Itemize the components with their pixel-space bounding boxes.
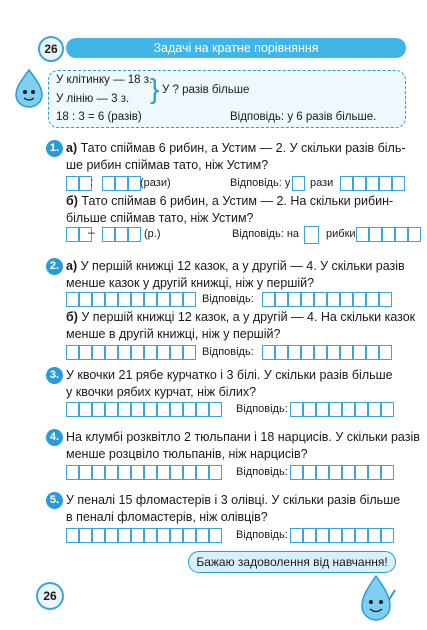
answer-cell[interactable] <box>355 528 368 543</box>
task-1b-label: б) <box>66 194 78 208</box>
answer-cell[interactable] <box>209 528 222 543</box>
answer-cell[interactable] <box>366 292 379 307</box>
answer-cell[interactable] <box>290 402 303 417</box>
answer-cell[interactable] <box>392 176 405 191</box>
answer-cell[interactable] <box>314 292 327 307</box>
answer-cell[interactable] <box>92 528 105 543</box>
answer-cell[interactable] <box>353 292 366 307</box>
answer-cell[interactable] <box>105 528 118 543</box>
answer-cell[interactable] <box>79 465 92 480</box>
answer-cell[interactable] <box>340 176 353 191</box>
answer-cell[interactable] <box>382 227 395 242</box>
example-answer: Відповідь: у 6 разів більше. <box>230 111 377 123</box>
answer-cell[interactable] <box>157 402 170 417</box>
task-1b-answer-label: Відповідь: на <box>232 228 300 240</box>
task-2b-text-line2: менше в другій книжці, ніж у першій? <box>66 327 281 341</box>
answer-cell[interactable] <box>381 402 394 417</box>
answer-cell[interactable] <box>144 465 157 480</box>
example-line2: У лінію — 3 з. <box>56 93 130 105</box>
answer-cell[interactable] <box>118 402 131 417</box>
answer-cell[interactable] <box>131 465 144 480</box>
answer-cell[interactable] <box>157 292 170 307</box>
page-title: Задачі на кратне порівняння <box>153 41 319 55</box>
answer-cell[interactable] <box>157 465 170 480</box>
answer-cell[interactable] <box>381 528 394 543</box>
answer-cell[interactable] <box>118 528 131 543</box>
answer-cell[interactable] <box>408 227 421 242</box>
answer-cell[interactable] <box>369 227 382 242</box>
answer-cell[interactable] <box>131 402 144 417</box>
answer-cell[interactable] <box>144 528 157 543</box>
answer-cell[interactable] <box>170 345 183 360</box>
answer-cell[interactable] <box>262 292 275 307</box>
answer-cell[interactable] <box>316 402 329 417</box>
answer-cell[interactable] <box>196 465 209 480</box>
answer-cell[interactable] <box>379 292 392 307</box>
task-1b-answer-box[interactable] <box>304 226 319 244</box>
answer-cell[interactable] <box>131 345 144 360</box>
task-1a-operator: : <box>90 175 94 189</box>
answer-cell[interactable] <box>395 227 408 242</box>
answer-cell[interactable] <box>290 528 303 543</box>
answer-cell[interactable] <box>316 465 329 480</box>
answer-cell[interactable] <box>66 465 79 480</box>
task-3-text-line2: у квочки рябих курчат, ніж білих? <box>66 385 257 399</box>
task-1a-text <box>66 140 406 174</box>
answer-cell[interactable] <box>342 528 355 543</box>
answer-cell[interactable] <box>316 528 329 543</box>
answer-cell[interactable] <box>340 345 353 360</box>
answer-cell[interactable] <box>275 292 288 307</box>
task-4-text-line2: менше розцвіло тюльпанів, ніж нарцисів? <box>66 447 308 461</box>
answer-cell[interactable] <box>381 465 394 480</box>
task-2a-answer-label: Відповідь: <box>202 293 254 305</box>
task-1b-unit: (р.) <box>144 228 161 240</box>
wish-banner <box>188 551 396 573</box>
answer-cell[interactable] <box>353 345 366 360</box>
answer-cell[interactable] <box>353 176 366 191</box>
task-5-text-line2: в пеналі фломастерів, ніж олівців? <box>66 510 268 524</box>
answer-cell[interactable] <box>115 176 128 191</box>
answer-cell[interactable] <box>118 345 131 360</box>
header-bar <box>66 38 406 58</box>
task-number-5: 5. <box>46 492 63 509</box>
answer-cell[interactable] <box>342 465 355 480</box>
answer-cell[interactable] <box>79 345 92 360</box>
answer-cell[interactable] <box>379 176 392 191</box>
answer-cell[interactable] <box>262 345 275 360</box>
task-2b-label: б) <box>66 310 78 324</box>
task-1b-answer-unit: рибки <box>326 228 356 240</box>
task-number-1: 1. <box>46 140 63 157</box>
answer-cell[interactable] <box>66 227 79 242</box>
example-question: У ? разів більше <box>162 84 250 96</box>
task-3-text-line1: У квочки 21 рябе курчатко і 3 білі. У скільки разів більше <box>66 368 393 382</box>
answer-cell[interactable] <box>105 345 118 360</box>
answer-cell[interactable] <box>131 528 144 543</box>
task-2b-text <box>66 309 415 343</box>
answer-cell[interactable] <box>144 345 157 360</box>
answer-cell[interactable] <box>288 292 301 307</box>
answer-cell[interactable] <box>356 227 369 242</box>
answer-cell[interactable] <box>183 465 196 480</box>
answer-cell[interactable] <box>79 528 92 543</box>
answer-cell[interactable] <box>144 402 157 417</box>
task-1a-answer-unit: рази <box>310 177 334 189</box>
task-number-2: 2. <box>46 258 63 275</box>
answer-cell[interactable] <box>196 402 209 417</box>
answer-cell[interactable] <box>329 528 342 543</box>
answer-cell[interactable] <box>196 528 209 543</box>
answer-cell[interactable] <box>131 292 144 307</box>
answer-cell[interactable] <box>290 465 303 480</box>
answer-cell[interactable] <box>329 465 342 480</box>
answer-cell[interactable] <box>102 227 115 242</box>
task-4-answer-label: Відповідь: <box>236 466 288 478</box>
task-4-text <box>66 429 420 463</box>
answer-cell[interactable] <box>327 345 340 360</box>
answer-cell[interactable] <box>303 402 316 417</box>
task-1a-answer-box[interactable] <box>292 176 305 191</box>
answer-cell[interactable] <box>92 402 105 417</box>
answer-cell[interactable] <box>115 227 128 242</box>
answer-cell[interactable] <box>303 528 316 543</box>
answer-cell[interactable] <box>329 402 342 417</box>
task-1a-text-line1: Тато спіймав 6 рибин, а Устим — 2. У скільки разів біль- <box>80 141 406 155</box>
answer-cell[interactable] <box>79 402 92 417</box>
task-1a-unit: (рази) <box>140 177 171 189</box>
answer-cell[interactable] <box>128 227 141 242</box>
answer-cell[interactable] <box>209 402 222 417</box>
answer-cell[interactable] <box>368 528 381 543</box>
answer-cell[interactable] <box>92 345 105 360</box>
answer-cell[interactable] <box>303 465 316 480</box>
answer-cell[interactable] <box>355 465 368 480</box>
answer-cell[interactable] <box>170 292 183 307</box>
answer-cell[interactable] <box>102 176 115 191</box>
example-calc: 18 : 3 = 6 (разів) <box>56 111 142 123</box>
answer-cell[interactable] <box>79 292 92 307</box>
task-5-text-line1: У пеналі 15 фломастерів і 3 олівці. У скільки разів більше <box>66 493 401 507</box>
answer-cell[interactable] <box>327 292 340 307</box>
answer-cell[interactable] <box>183 292 196 307</box>
answer-cell[interactable] <box>66 528 79 543</box>
task-1a-answer-label: Відповідь: у <box>230 177 291 189</box>
wish-text: Бажаю задоволення від навчання! <box>196 555 388 569</box>
task-5-answer-label: Відповідь: <box>236 529 288 541</box>
answer-cell[interactable] <box>105 465 118 480</box>
task-number-3: 3. <box>46 367 63 384</box>
task-1a-label: а) <box>66 141 78 155</box>
answer-cell[interactable] <box>105 292 118 307</box>
drop-mascot-icon <box>12 68 46 113</box>
answer-cell[interactable] <box>170 465 183 480</box>
answer-cell[interactable] <box>275 345 288 360</box>
answer-cell[interactable] <box>209 465 222 480</box>
task-2a-text-line2: менше казок у другій книжці, ніж у першій? <box>66 276 315 290</box>
answer-cell[interactable] <box>183 345 196 360</box>
example-line1: У клітинку — 18 з. <box>56 74 153 86</box>
answer-cell[interactable] <box>342 402 355 417</box>
answer-cell[interactable] <box>288 345 301 360</box>
answer-cell[interactable] <box>118 465 131 480</box>
task-3-answer-label: Відповідь: <box>236 403 288 415</box>
answer-cell[interactable] <box>301 292 314 307</box>
answer-cell[interactable] <box>355 402 368 417</box>
answer-cell[interactable] <box>118 292 131 307</box>
task-1b-text <box>66 193 393 227</box>
task-2b-text-line1: У першій книжці 12 казок, а у другій — 4. На скільки казок <box>81 310 416 324</box>
task-1b-operator: – <box>88 225 95 239</box>
task-5-text <box>66 492 400 526</box>
brace-icon: } <box>150 73 160 104</box>
answer-cell[interactable] <box>105 402 118 417</box>
answer-cell[interactable] <box>368 402 381 417</box>
answer-cell[interactable] <box>92 292 105 307</box>
answer-cell[interactable] <box>368 465 381 480</box>
task-1b-text-line2: більше спіймав тато, ніж Устим? <box>66 211 254 225</box>
answer-cell[interactable] <box>144 292 157 307</box>
page-badge-bottom <box>36 582 64 610</box>
page-badge-top <box>38 36 64 62</box>
answer-cell[interactable] <box>183 402 196 417</box>
answer-cell[interactable] <box>66 345 79 360</box>
answer-cell[interactable] <box>157 345 170 360</box>
page-number-top: 26 <box>44 42 58 56</box>
task-2a-label: а) <box>66 259 78 273</box>
answer-cell[interactable] <box>366 176 379 191</box>
answer-cell[interactable] <box>66 402 79 417</box>
task-number-4: 4. <box>46 429 63 446</box>
task-3-text <box>66 367 393 401</box>
task-2a-text-line1: У першій книжці 12 казок, а у другій — 4. У скільки разів <box>80 259 405 273</box>
answer-cell[interactable] <box>66 292 79 307</box>
waving-drop-mascot-icon <box>356 572 396 629</box>
answer-cell[interactable] <box>340 292 353 307</box>
answer-cell[interactable] <box>92 465 105 480</box>
task-2b-answer-label: Відповідь: <box>202 346 254 358</box>
task-1b-text-line1: Тато спіймав 6 рибин, а Устим — 2. На скільки рибин- <box>81 194 394 208</box>
answer-cell[interactable] <box>314 345 327 360</box>
answer-cell[interactable] <box>366 345 379 360</box>
answer-cell[interactable] <box>170 528 183 543</box>
page-number-bottom: 26 <box>43 589 57 603</box>
answer-cell[interactable] <box>66 176 79 191</box>
task-2a-text <box>66 258 405 292</box>
answer-cell[interactable] <box>170 402 183 417</box>
answer-cell[interactable] <box>379 345 392 360</box>
answer-cell[interactable] <box>301 345 314 360</box>
answer-cell[interactable] <box>157 528 170 543</box>
answer-cell[interactable] <box>183 528 196 543</box>
task-1a-text-line2: ше рибин спіймав тато, ніж Устим? <box>66 158 269 172</box>
task-4-text-line1: На клумбі розквітло 2 тюльпани і 18 нарцисів. У скільки разів <box>66 430 420 444</box>
